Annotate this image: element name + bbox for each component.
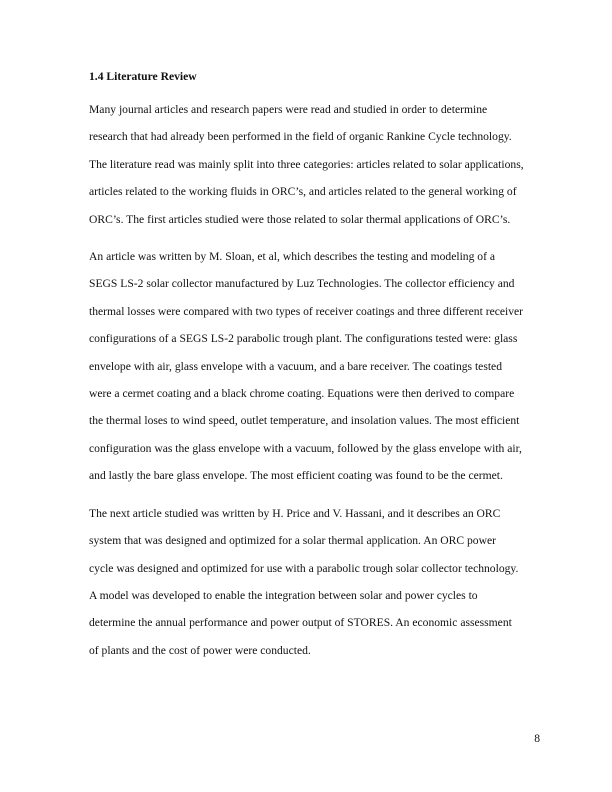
paragraph-2 xyxy=(89,243,543,490)
paragraph-line: thermal losses were compared with two types of receiver coatings and three different receiver xyxy=(89,304,524,318)
paragraph-line: ORC’s. The first articles studied were those related to solar thermal applications of ORC’s. xyxy=(89,212,511,226)
paragraph-line: An article was written by M. Sloan, et al, which describes the testing and modeling of a xyxy=(89,250,496,264)
paragraph-line: and lastly the bare glass envelope. The most efficient coating was found to be the cermet. xyxy=(89,469,503,483)
paragraph-line: Many journal articles and research papers were read and studied in order to determine xyxy=(89,103,488,116)
page-number: 8 xyxy=(534,732,540,745)
paragraph-line: The next article studied was written by H. Price and V. Hassani, and it describes an ORC xyxy=(89,506,501,520)
paragraph-line: configuration was the glass envelope with a vacuum, followed by the glass envelope with air, xyxy=(89,441,522,455)
paragraph-line: envelope with air, glass envelope with a vacuum, and a bare receiver. The coatings tested xyxy=(89,359,502,373)
paragraph-line: articles related to the working fluids in ORC’s, and articles related to the general working of xyxy=(89,185,517,199)
paragraph-3 xyxy=(89,500,543,664)
paragraph-line: SEGS LS-2 solar collector manufactured by Luz Technologies. The collector efficiency and xyxy=(89,277,515,291)
paragraph-1 xyxy=(89,96,543,233)
paragraph-line: the thermal loses to wind speed, outlet temperature, and insolation values. The most efficient xyxy=(89,414,520,428)
paragraph-line: configurations of a SEGS LS-2 parabolic trough plant. The configurations tested were: glass xyxy=(89,332,518,346)
paragraph-line: A model was developed to enable the integration between solar and power cycles to xyxy=(89,588,478,602)
paragraph-line: research that had already been performed in the field of organic Rankine Cycle technology. xyxy=(89,130,512,144)
section-heading: 1.4 Literature Review xyxy=(89,70,197,83)
paragraph-line: cycle was designed and optimized for use with a parabolic trough solar collector technology. xyxy=(89,561,519,575)
page-content xyxy=(89,70,543,664)
paragraph-line: The literature read was mainly split into three categories: articles related to solar applications, xyxy=(89,157,524,171)
paragraph-line: of plants and the cost of power were conducted. xyxy=(89,643,311,657)
paragraph-line: were a cermet coating and a black chrome coating. Equations were then derived to compare xyxy=(89,387,515,401)
paragraph-line: determine the annual performance and power output of STORES. An economic assessment xyxy=(89,616,512,630)
paragraph-line: system that was designed and optimized for a solar thermal application. An ORC power xyxy=(89,534,496,548)
